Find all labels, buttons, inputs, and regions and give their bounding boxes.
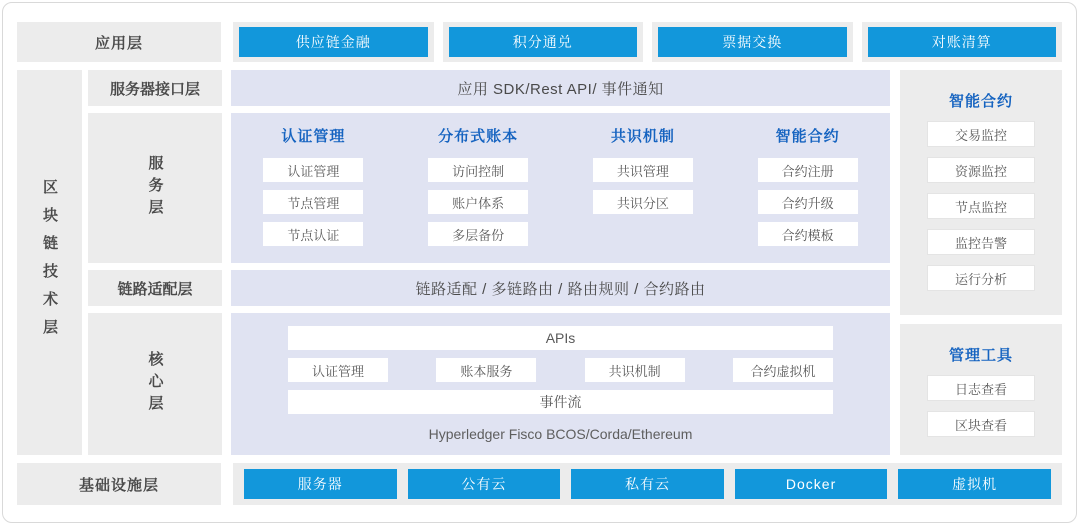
platforms-text: Hyperledger Fisco BCOS/Corda/Ethereum: [428, 426, 693, 442]
app-button-tile: [233, 22, 434, 62]
service-column-header: 智能合约: [775, 128, 840, 145]
service-layer-row: [88, 113, 890, 263]
application-layer-label: 应用层: [17, 22, 221, 62]
service-column-ledger: [396, 126, 561, 263]
core-module: 认证管理: [288, 358, 388, 382]
app-button-tile: [652, 22, 853, 62]
service-item: 共识管理: [593, 158, 693, 182]
tech-layer-rows: [88, 70, 890, 455]
application-layer-row: [17, 22, 1062, 62]
service-item: 节点管理: [263, 190, 363, 214]
app-layer-button: 对账清算: [868, 27, 1057, 57]
side-panel: [900, 70, 1062, 455]
app-layer-button: 供应链金融: [239, 27, 428, 57]
infra-button: 虚拟机: [898, 469, 1051, 499]
event-stream-bar: 事件流: [288, 390, 833, 414]
service-item: 多层备份: [428, 222, 528, 246]
architecture-diagram: [2, 2, 1077, 523]
service-column-header: 共识机制: [610, 128, 675, 145]
infra-button: 公有云: [408, 469, 561, 499]
service-column-header: 分布式账本: [438, 128, 519, 145]
service-column-contract: [725, 126, 890, 263]
tool-item: 日志查看: [927, 375, 1035, 401]
application-buttons: [233, 22, 1062, 62]
service-column-consensus: [561, 126, 726, 263]
service-item: 账户体系: [428, 190, 528, 214]
service-item: 合约模板: [758, 222, 858, 246]
core-module: 账本服务: [436, 358, 536, 382]
link-adapter-layer-label: 链路适配层: [88, 270, 222, 306]
blockchain-tech-layer: [17, 70, 1062, 455]
infra-button: 私有云: [571, 469, 724, 499]
service-item: 认证管理: [263, 158, 363, 182]
admin-tools-panel: [900, 324, 1062, 455]
monitor-item: 节点监控: [927, 193, 1035, 219]
service-item: 共识分区: [593, 190, 693, 214]
server-interface-layer-row: [88, 70, 890, 106]
sdk-api-bar: 应用 SDK/Rest API/ 事件通知: [231, 70, 890, 106]
tool-item: 区块查看: [927, 411, 1035, 437]
infrastructure-layer-label: 基础设施层: [17, 463, 221, 505]
service-item: 合约注册: [758, 158, 858, 182]
core-layer-label: 核心层: [88, 313, 222, 455]
monitor-item: 交易监控: [927, 121, 1035, 147]
core-layer-row: [88, 313, 890, 455]
smart-contract-panel: [900, 70, 1062, 315]
server-interface-layer-label: 服务器接口层: [88, 70, 222, 106]
blockchain-tech-layer-label: 区块链技术层: [41, 178, 58, 347]
monitor-item: 运行分析: [927, 265, 1035, 291]
service-layer-content: [231, 113, 890, 263]
core-module: 合约虚拟机: [733, 358, 833, 382]
apis-bar: APIs: [288, 326, 833, 350]
service-item: 访问控制: [428, 158, 528, 182]
core-modules: [288, 358, 833, 382]
service-layer-label: 服务层: [88, 113, 222, 263]
monitor-item: 监控告警: [927, 229, 1035, 255]
link-adapter-layer-row: [88, 270, 890, 306]
service-column-header: 认证管理: [281, 128, 346, 145]
app-button-tile: [443, 22, 644, 62]
service-item: 合约升级: [758, 190, 858, 214]
infra-button: Docker: [735, 469, 888, 499]
app-layer-button: 积分通兑: [449, 27, 638, 57]
app-layer-button: 票据交换: [658, 27, 847, 57]
blockchain-tech-layer-sidebar: [17, 70, 82, 455]
app-button-tile: [862, 22, 1063, 62]
infrastructure-layer-row: [17, 463, 1062, 505]
infrastructure-strip: [233, 463, 1062, 505]
core-layer-content: [231, 313, 890, 455]
monitor-item: 资源监控: [927, 157, 1035, 183]
link-adapter-bar: 链路适配 / 多链路由 / 路由规则 / 合约路由: [231, 270, 890, 306]
infra-button: 服务器: [244, 469, 397, 499]
core-module: 共识机制: [585, 358, 685, 382]
admin-tools-panel-title: 管理工具: [948, 347, 1013, 364]
service-column-auth: [231, 126, 396, 263]
smart-contract-panel-title: 智能合约: [948, 93, 1013, 110]
service-item: 节点认证: [263, 222, 363, 246]
